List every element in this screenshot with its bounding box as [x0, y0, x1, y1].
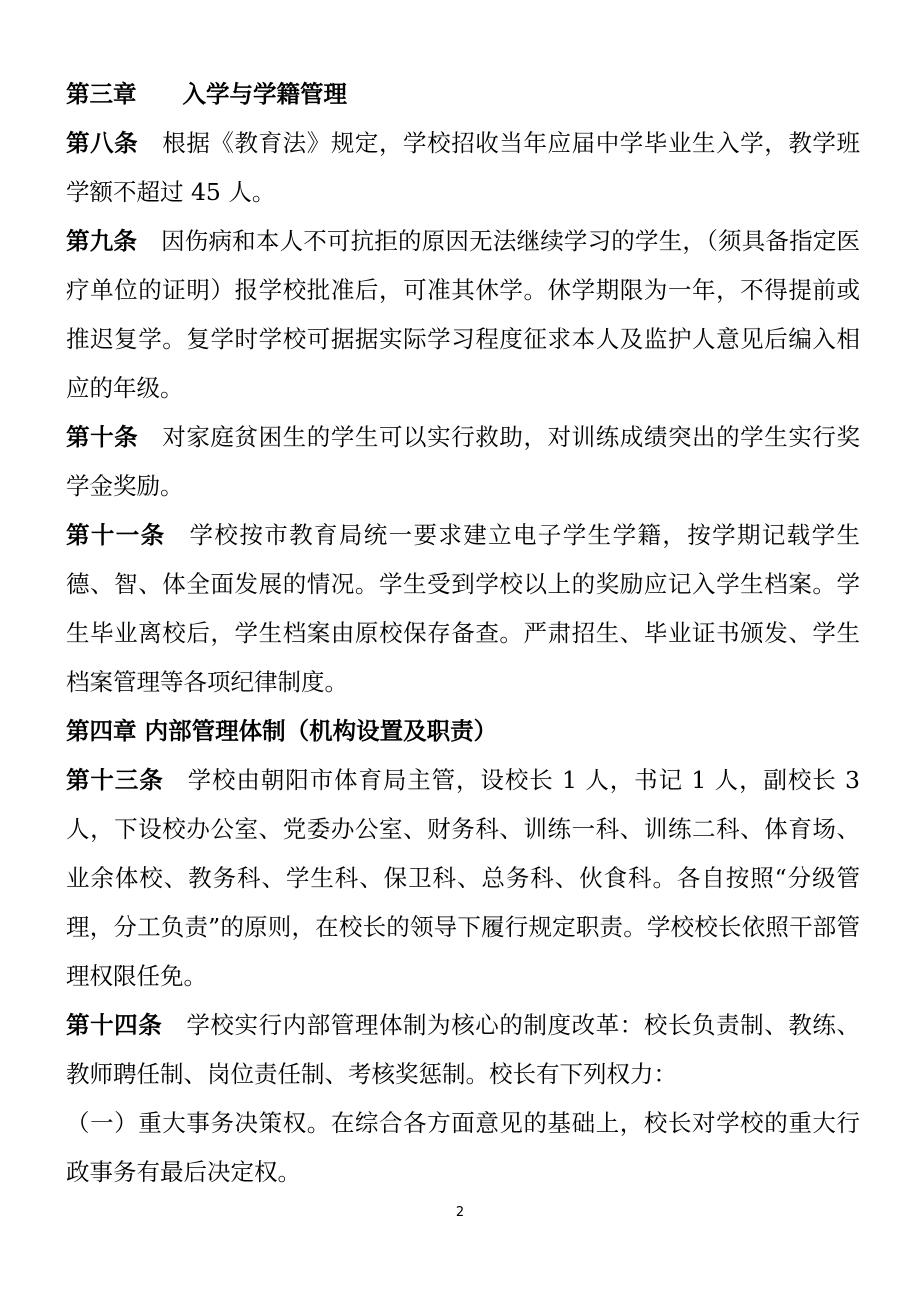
- article-14-label: 第十四条: [66, 1011, 163, 1039]
- chapter-3-title: 入学与学籍管理: [182, 80, 347, 108]
- document-page: [66, 70, 860, 1197]
- article-8-text: 根据《教育法》规定，学校招收当年应届中学毕业生入学，教学班学额不超过 45 人。: [66, 129, 861, 206]
- article-8: [66, 119, 860, 217]
- article-13-text: 学校由朝阳市体育局主管，设校长 1 人，书记 1 人，副校长 3 人，下设校办公室、党委办公室、财务科、训练一科、训练二科、体育场、业余体校、教务科、学生科、保卫科、总务科、伙食科。各自按照“分级管理，分工负责”的原则，在校长的领导下履行规定职责。学校校长依照干部管理权限任免。: [66, 766, 860, 990]
- article-9: [66, 217, 860, 413]
- article-14: [66, 1001, 860, 1099]
- article-8-label: 第八条: [66, 129, 139, 157]
- chapter-4-heading: 第四章 内部管理体制（机构设置及职责）: [66, 717, 498, 745]
- article-14-text: 学校实行内部管理体制为核心的制度改革：校长负责制、教练、教师聘任制、岗位责任制、考核奖惩制。校长有下列权力：: [66, 1011, 861, 1088]
- article-11-text: 学校按市教育局统一要求建立电子学生学籍，按学期记载学生德、智、体全面发展的情况。学生受到学校以上的奖励应记入学生档案。学生毕业离校后，学生档案由原校保存备查。严肃招生、毕业证书颁发、学生档案管理等各项纪律制度。: [66, 521, 861, 696]
- article-9-label: 第九条: [66, 227, 138, 255]
- article-13-label: 第十三条: [66, 766, 164, 794]
- page-number: 2: [455, 1205, 465, 1220]
- article-13: [66, 756, 860, 1001]
- chapter-3-label: 第三章: [66, 80, 137, 108]
- article-11-label: 第十一条: [66, 521, 166, 549]
- chapter-3-heading: [66, 70, 860, 119]
- article-10-text: 对家庭贫困生的学生可以实行救助，对训练成绩突出的学生实行奖学金奖励。: [66, 423, 861, 500]
- list-item-1: （一）重大事务决策权。在综合各方面意见的基础上，校长对学校的重大行政事务有最后决定权。: [66, 1109, 860, 1186]
- article-9-text: 因伤病和本人不可抗拒的原因无法继续学习的学生，（须具备指定医疗单位的证明）报学校批准后，可准其休学。休学期限为一年，不得提前或推迟复学。复学时学校可据据实际学习程度征求本人及监护人意见后编入相应的年级。: [66, 227, 861, 402]
- article-10: [66, 413, 860, 511]
- article-11: [66, 511, 860, 707]
- article-10-label: 第十条: [66, 423, 139, 451]
